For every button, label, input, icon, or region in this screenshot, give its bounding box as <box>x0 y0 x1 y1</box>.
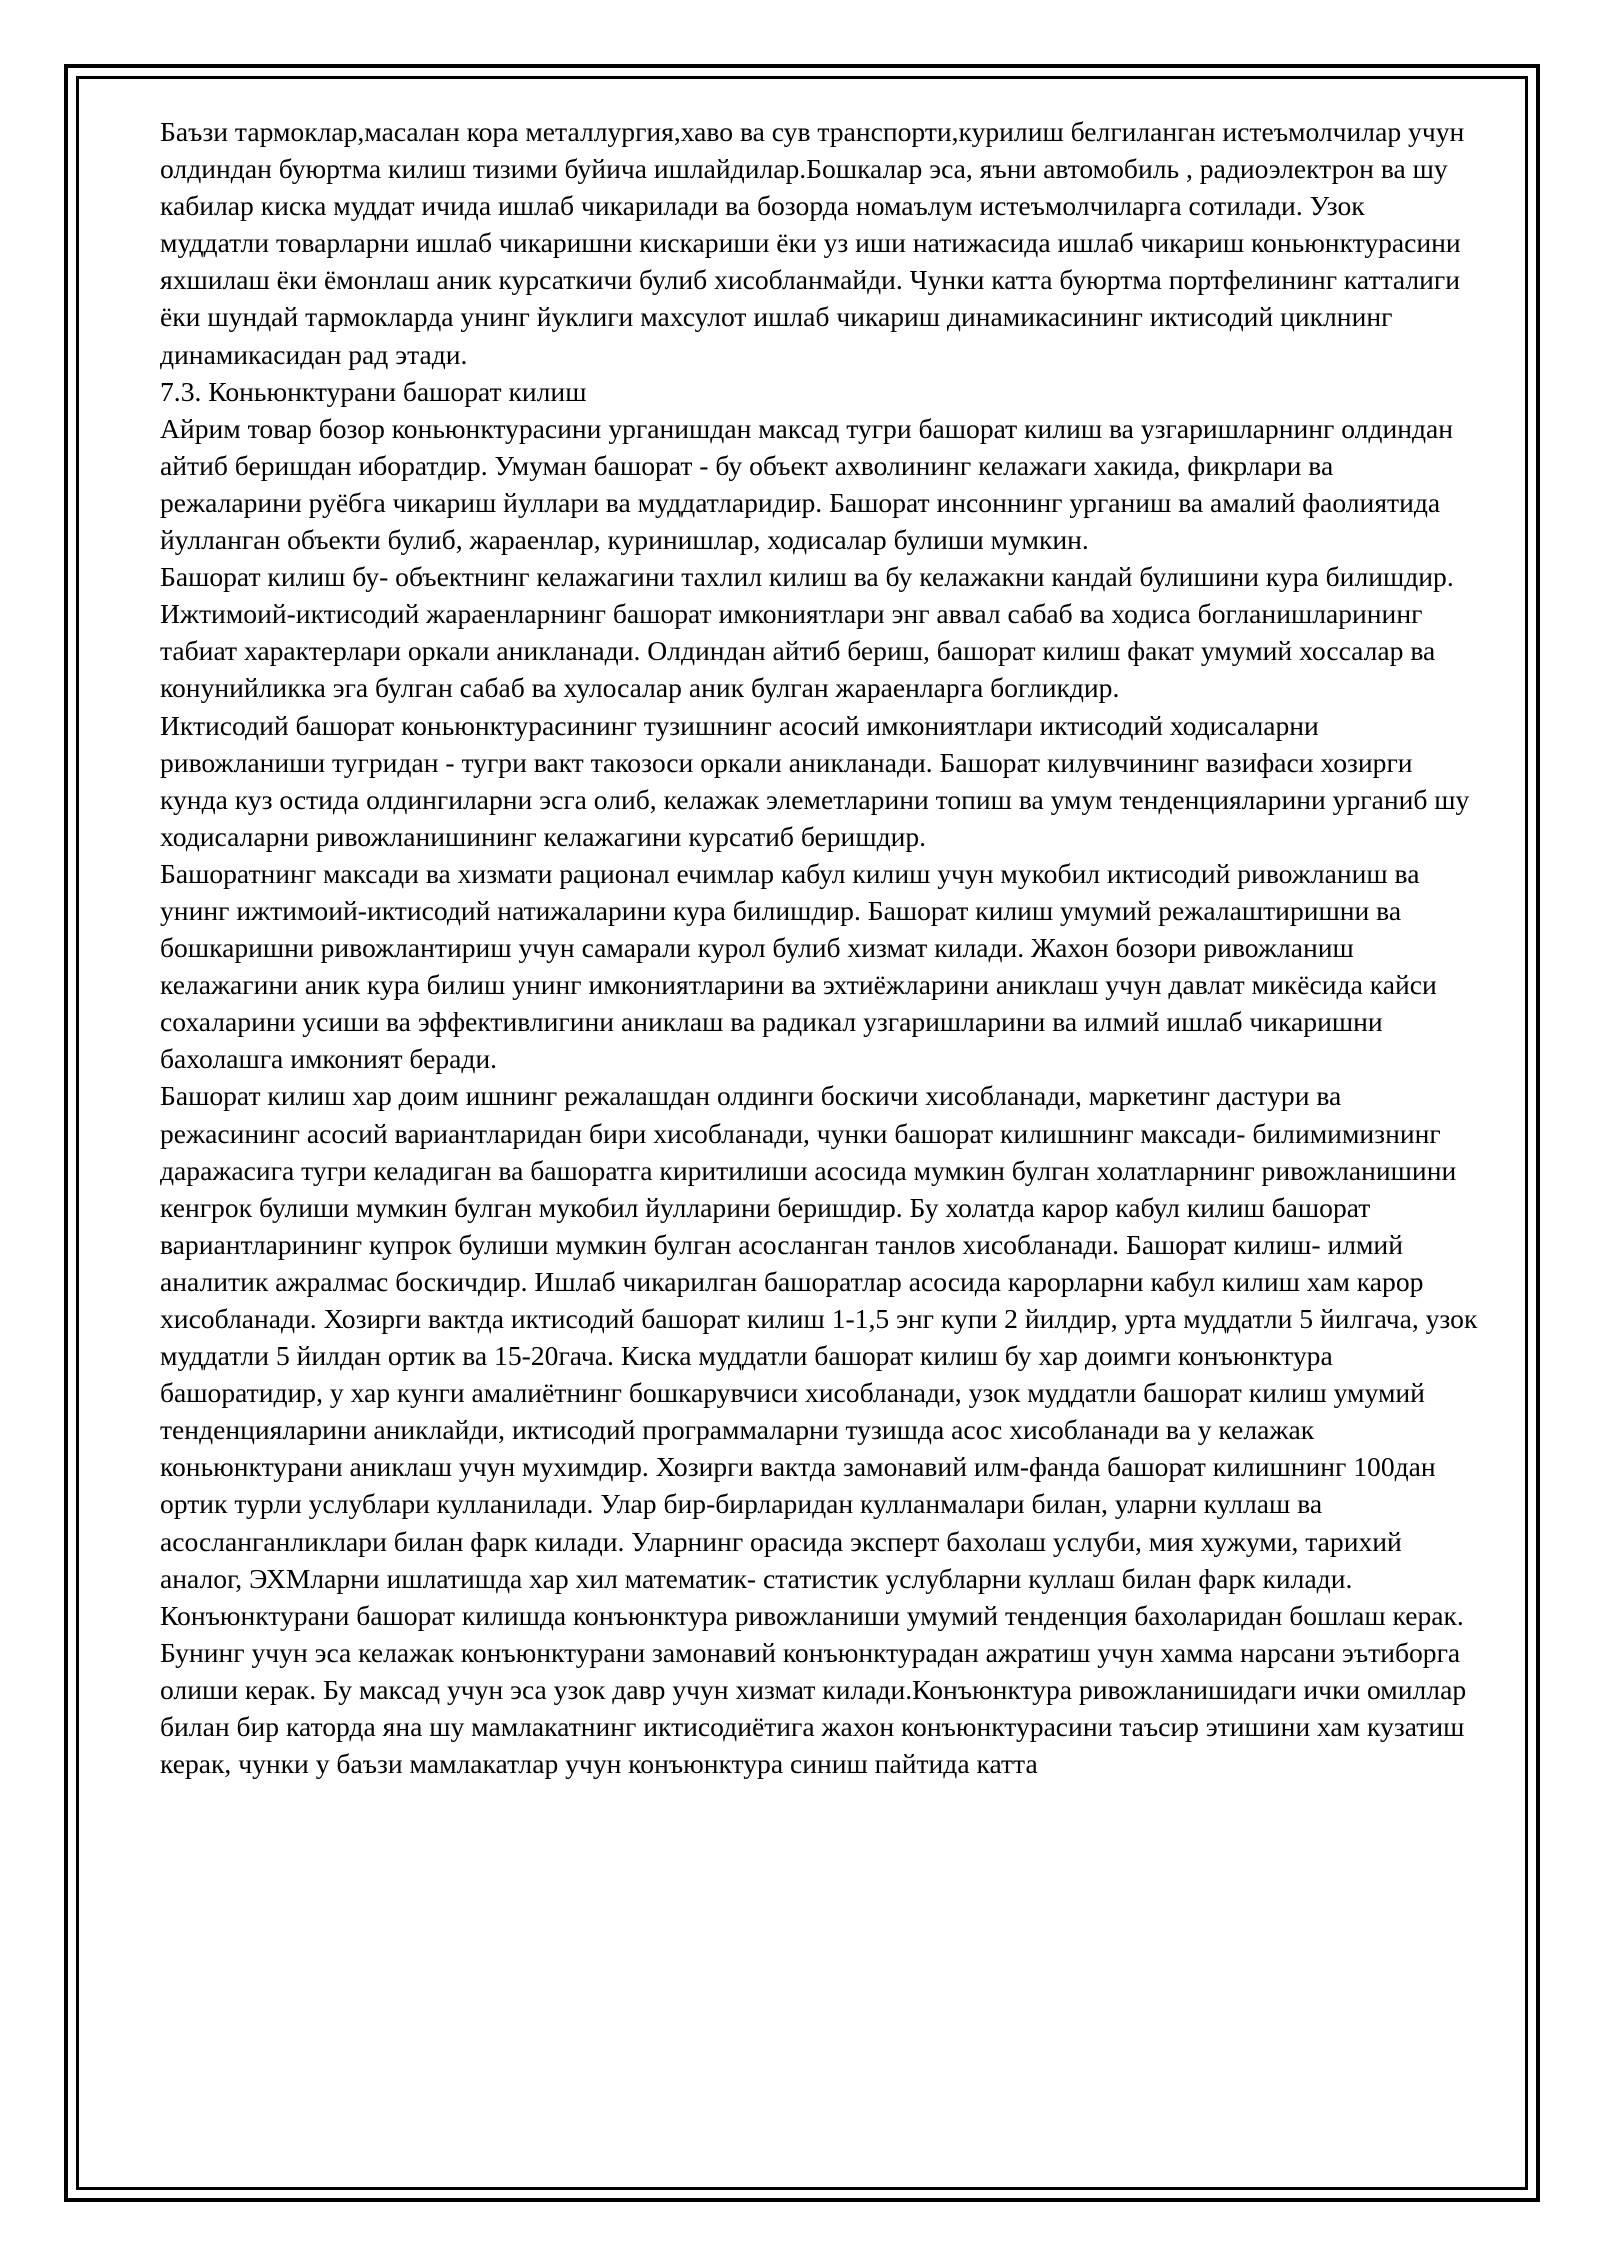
paragraph-intro: Баъзи тармоклар,масалан кора металлургия,хаво ва сув транспорти,курилиш белгиланган истеъмолчилар учун олдиндан буюртма килиш тизими буйича ишлайдилар.Бошкалар эса, яъни автомобиль , радиоэлектрон ва шу кабилар киска муддат ичида ишлаб чикарилади ва бозорда номаълум истеъмолчиларга сотилади. Узок муддатли товарларни ишлаб чикаришни кискариши ёки уз иши натижасида ишлаб чикариш коньюнктурасини яхшилаш ёки ёмонлаш аник курсаткичи булиб хисобланмайди. Чунки катта буюртма портфелининг катталиги ёки шундай тармокларда унинг йуклиги махсулот ишлаб чикариш динамикасининг иктисодий циклнинг динамикасидан рад этади. <box>160 116 1465 370</box>
paragraph-forecast-stages: Башорат килиш хар доим ишнинг режалашдан олдинги боскичи хисобланади, маркетинг дастури ва режасининг асосий вариантларидан бири хисобланади, чунки башорат килишнинг максади- билимимизнинг даражасига тугри келадиган ва башоратга киритилиши асосида мумкин булган холатларнинг ривожланишини кенгрок булиши мумкин булган мукобил йулларини беришдир. Бу холатда карор кабул килиш башорат вариантларининг купрок булиши мумкин булган асосланган танлов хисобланади. Башорат килиш- илмий аналитик ажралмас боскичдир. Ишлаб чикарилган башоратлар асосида карорларни кабул килиш хам карор хисобланади. Хозирги вактда иктисодий башорат килиш 1-1,5 энг купи 2 йилдир, урта муддатли 5 йилгача, узок муддатли 5 йилдан ортик ва 15-20гача. Киска муддатли башорат килиш бу хар доимги конъюнктура башоратидир, у хар кунги амалиётнинг бошкарувчиси хисобланади, узок муддатли башорат килиш умумий тенденцияларини аниклайди, иктисодий программаларни тузишда асос хисобланади ва у келажак коньюнктурани аниклаш учун мухимдир. Хозирги вактда замонавий илм-фанда башорат килишнинг 100дан ортик турли услублари кулланилади. Улар бир-бирларидан кулланмалари билан, уларни куллаш ва асосланганликлари билан фарк килади. Уларнинг орасида эксперт бахолаш услуби, мия хужуми, тарихий аналог, ЭХМларни ишлатишда хар хил математик- статистик услубларни куллаш билан фарк килади. <box>160 1080 1478 1594</box>
paragraph-forecast-purpose: Айрим товар бозор коньюнктурасини урганишдан максад тугри башорат килиш ва узгаришларнинг олдиндан айтиб беришдан иборатдир. Умуман башорат - бу объект ахволининг келажаги хакида, фикрлари ва режаларини руёбга чикариш йуллари ва муддатларидир. Башорат инсоннинг урганиш ва амалий фаолиятида йулланган объекти булиб, жараенлар, куринишлар, ходисалар булиши мумкин. <box>160 412 1454 556</box>
document-body <box>160 113 1480 1782</box>
paragraph-forecast-definition: Башорат килиш бу- объектнинг келажагини тахлил килиш ва бу келажакни кандай булишини кура билишдир. Ижтимоий-иктисодий жараенларнинг башорат имкониятлари энг аввал сабаб ва ходиса богланишларининг табиат характерлари оркали аникланади. Олдиндан айтиб бериш, башорат килиш факат умумий хоссалар ва конунийликка эга булган сабаб ва хулосалар аник булган жараенларга богликдир. <box>160 561 1454 704</box>
paragraph-forecast-goal: Башоратнинг максади ва хизмати рационал ечимлар кабул килиш учун мукобил иктисодий ривожланиш ва унинг ижтимоий-иктисодий натижаларини кура билишдир. Башорат килиш умумий режалаштиришни ва бошкаришни ривожлантириш учун самарали курол булиб хизмат килади. Жахон бозори ривожланиш келажагини аник кура билиш унинг имкониятларини ва эхтиёжларини аниклаш учун давлат микёсида кайси сохаларини усиши ва эффективлигини аниклаш ва радикал узгаришларини ва илмий ишлаб чикаришни бахолашга имконият беради. <box>160 857 1437 1075</box>
paragraph-economic-forecast: Иктисодий башорат коньюнктурасининг тузишнинг асосий имкониятлари иктисодий ходисаларни ривожланиши тугридан - тугри вакт такозоси оркали аникланади. Башорат килувчининг вазифаси хозирги кунда куз остида олдингиларни эсга олиб, келажак элеметларини топиш ва умум тенденцияларини урганиб шу ходисаларни ривожланишининг келажагини курсатиб беришдир. <box>160 709 1470 852</box>
section-heading: 7.3. Коньюнктурани башорат килиш <box>160 375 587 407</box>
paragraph-conjuncture-forecast: Конъюнктурани башорат килишда конъюнктура ривожланиши умумий тенденция бахоларидан бошлаш керак. Бунинг учун эса келажак конъюнктурани замонавий конъюнктурадан ажратиш учун хамма нарсани эътиборга олиши керак. Бу максад учун эса узок давр учун хизмат килади.Конъюнктура ривожланишидаги ички омиллар билан бир каторда яна шу мамлакатнинг иктисодиётига жахон конъюнктурасини таъсир этишини хам кузатиш керак, чунки у баъзи мамлакатлар учун конъюнктура синиш пайтида катта <box>160 1599 1467 1780</box>
